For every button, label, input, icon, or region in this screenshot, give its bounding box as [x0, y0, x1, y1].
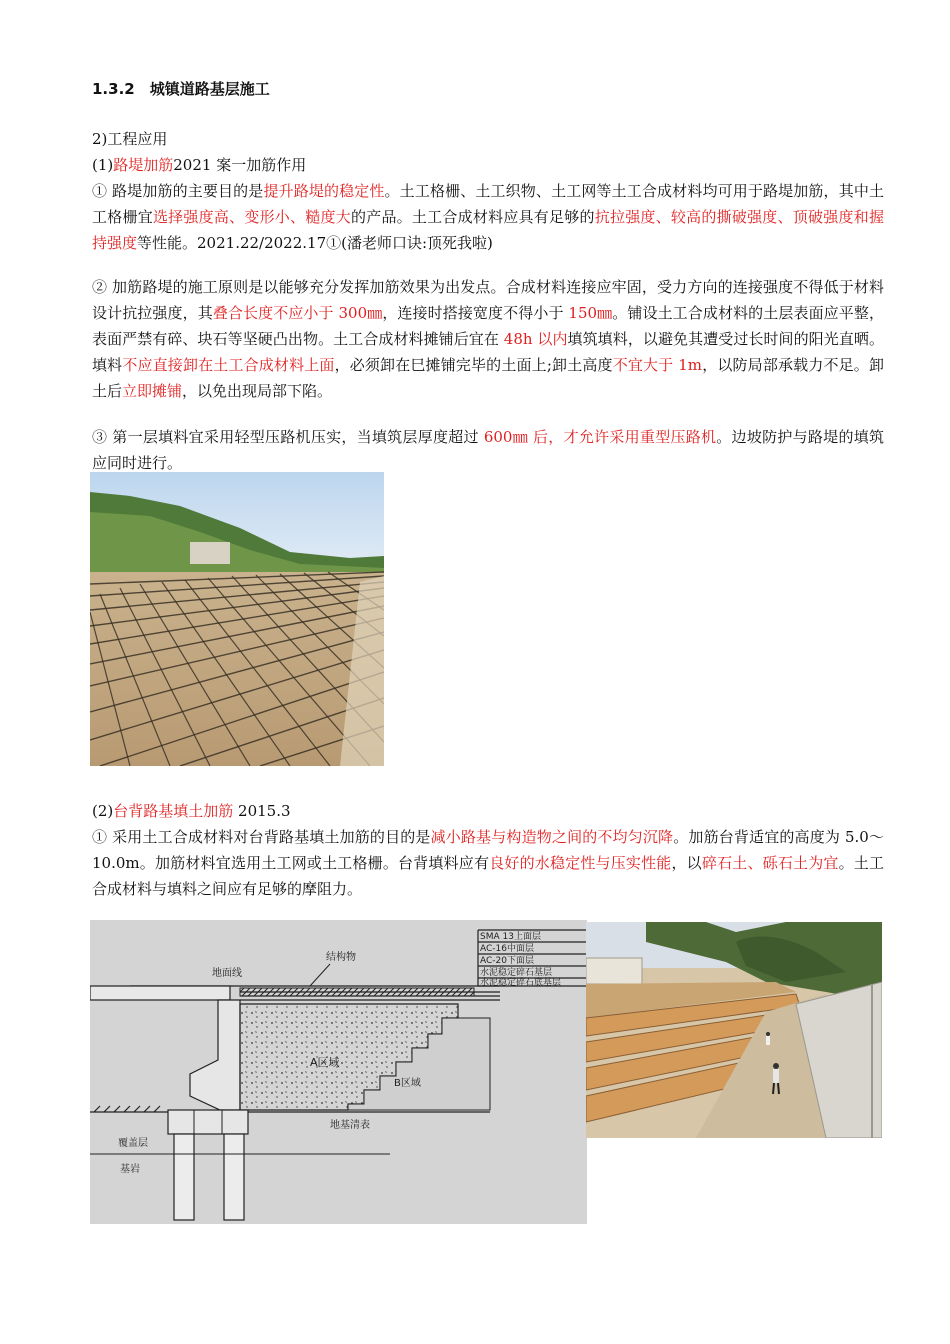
layer-label: AC-20下面层 [480, 956, 534, 966]
paragraph-1: ① 路堤加筋的主要目的是提升路堤的稳定性。土工格栅、土工织物、土工网等土工合成材料均可用于路堤加筋，其中土工格栅宜选择强度高、变形小、糙度大的产品。土工合成材料应具有足够的抗拉强度、较高的撕破强度、顶破强度和握持强度等性能。2021.22/2022.17①(潘老师口诀:顶死我啦) [92, 182, 884, 252]
layer-label: 水泥稳定碎石底基层 [480, 978, 562, 988]
structure-label: 结构物 [326, 952, 356, 963]
item-note: 2021 案一加筋作用 [173, 156, 307, 174]
layer-label: 水泥稳定碎石基层 [480, 968, 553, 978]
item-title-2 [92, 798, 882, 824]
paragraph-3: ③ 第一层填料宜采用轻型压路机压实，当填筑层厚度超过 600㎜ 后，才允许采用重型压路机。边坡防护与路堤的填筑应同时进行。 [92, 428, 884, 472]
paragraph-2: ② 加筋路堤的施工原则是以能够充分发挥加筋效果为出发点。合成材料连接应牢固，受力方向的连接强度不得低于材料设计抗拉强度，其叠合长度不应小于 300㎜，连接时搭接宽度不得小于 150㎜。铺设土工合成材料的土层表面应平整，表面严禁有碎、块石等坚硬凸出物。土工合成材料摊铺后宜在 48h 以内填筑填料，以避免其遭受过长时间的阳光直晒。填料不应直接卸在土工合成材料上面，必须卸在巳摊铺完毕的土面上;卸土高度不宜大于 1m，以防局部承载力不足。卸土后立即摊铺，以免出现局部下陷。 [92, 278, 884, 400]
bedrock-label: 基岩 [120, 1164, 140, 1175]
item-number: (1) [92, 156, 114, 174]
backfill-section-diagram [90, 920, 587, 1224]
zone-a-label: A区域 [310, 1056, 340, 1069]
ground-clearing-label: 地基清表 [330, 1120, 370, 1131]
cover-layer-label: 覆盖层 [118, 1138, 148, 1149]
zone-b-label: B区域 [394, 1078, 421, 1089]
item-keyword: 台背路基填土加筋 [113, 802, 234, 820]
paragraph-4: ① 采用土工合成材料对台背路基填土加筋的目的是减小路基与构造物之间的不均匀沉降。加筋台背适宜的高度为 5.0～10.0m。加筋材料宜选用土工网或土工格栅。台背填料应有良好的水稳定性与压实性能，以碎石土、砾石土为宜。土工合成材料与填料之间应有足够的摩阻力。 [92, 828, 885, 898]
subsection-label: 2)工程应用 [92, 130, 168, 148]
geogrid-photo [90, 472, 384, 766]
item-note: 2015.3 [233, 802, 291, 820]
layer-label: SMA 13上面层 [480, 932, 541, 942]
ground-line-label: 地面线 [212, 968, 242, 979]
section-heading: 1.3.2 城镇道路基层施工 [92, 80, 270, 98]
item-number: (2) [92, 802, 114, 820]
item-title-1 [92, 152, 882, 178]
layer-label: AC-16中面层 [480, 944, 534, 954]
item-keyword: 路堤加筋 [113, 156, 174, 174]
stepped-backfill-photo [586, 922, 882, 1138]
